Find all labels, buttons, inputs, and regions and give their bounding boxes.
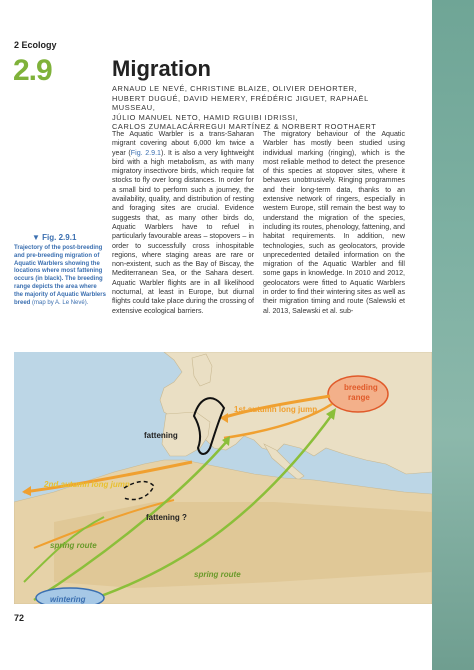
author-line: JÚLIO MANUEL NETO, HAMID RGUIBI IDRISSI, xyxy=(112,112,299,122)
body-text: ). It is also a very lightweight bird with a high metabolism, as with many migratory insectivore birds, which require fat stocks to fly over long distances. In order for a small bird to perform such a journey, the availability, quality, and distribution of resting and foraging sites are crucial. Evidence suggests that, as many other birds do, Aquatic Warblers have to refuel in particularly favourable areas – stopovers – in order to successfully cross inhospitable regions, where staging areas are rare or non-existent, such as the Bay of Biscay, the Mediterranean Sea, or the Sahara desert. Aquatic Warbler flights are in all likelihood nocturnal, at least in Europe, but diurnal flights could take place during the crossing of extensive ecological barriers. xyxy=(112,148,254,315)
section-number: 2.9 xyxy=(13,54,52,87)
map-label-spring-route-1: spring route xyxy=(50,541,97,550)
caption-credit: (map by A. Le Nevé). xyxy=(32,299,89,306)
figure-caption xyxy=(14,245,106,307)
figure-label-text: Fig. 2.9.1 xyxy=(42,233,77,242)
body-text: The migratory behaviour of the Aquatic Warbler has mostly been studied using individual marking (ringing), which is the most reliable method to detect the presence of this species at stopover sites, where it behaves unobtrusively. Ringing programmes and their long-term data, thanks to an extensive network of ringers, especially in western Europe, still remain the best way to understand the migration of the species, including its routes, phenology, fattening, and habitat requirements. In addition, new technologies, such as geolocators, provide unprecedented detailed information on the migration of the Aquatic Warbler and fill some gaps in knowledge. In 2010 and 2012, geolocators were fitted to Aquatic Warblers in order to find their wintering sites as well as their migration timing and route (Salewski et al. 2013, Salewski et al. sub- xyxy=(263,130,405,315)
migration-map xyxy=(14,352,432,604)
sahara-region xyxy=(54,502,432,588)
author-list xyxy=(112,84,412,132)
chapter-title: Migration xyxy=(112,56,211,81)
body-column-1 xyxy=(112,130,254,316)
map-label-fattening-uncertain: fattening ? xyxy=(146,513,187,522)
author-line: CARLOS ZUMALACÁRREGUI MARTÍNEZ & NORBERT ROOTHAERT xyxy=(112,122,377,132)
map-label-autumn-jump: 1st autumn long jump xyxy=(234,405,318,414)
author-line: HUBERT DUGUÉ, DAVID HEMERY, FRÉDÉRIC JIGUET, RAPHAËL MUSSEAU, xyxy=(112,93,369,113)
map-label-range: range xyxy=(348,393,370,402)
triangle-down-icon: ▼ xyxy=(32,233,40,242)
map-label-wintering: wintering xyxy=(50,595,86,604)
page-number: 72 xyxy=(14,613,25,623)
decorative-sidebar xyxy=(432,0,474,670)
section-label: 2 Ecology xyxy=(14,40,57,50)
map-label-second-jump: 2nd autumn long jump xyxy=(44,480,130,489)
map-label-spring-route-2: spring route xyxy=(194,570,241,579)
body-text: The Aquatic Warbler is a trans-Saharan migrant covering about 6,000 km twice a year ( xyxy=(112,130,254,157)
caption-text: Trajectory of the post-breeding and pre-breeding migration of Aquatic Warblers showing the locations where most fattening occurs (in black). The breeding range depicts the area where the majority of Aquatic Warblers breed xyxy=(14,245,106,306)
author-line: ARNAUD LE NEVÉ, CHRISTINE BLAIZE, OLIVIER DEHORTER, xyxy=(112,84,358,93)
body-column-2 xyxy=(263,130,405,316)
figure-label xyxy=(32,233,76,242)
map-label-breeding: breeding xyxy=(344,383,378,392)
figure-reference-link[interactable]: Fig. 2.9.1 xyxy=(130,148,162,157)
map-label-fattening: fattening xyxy=(144,431,178,440)
